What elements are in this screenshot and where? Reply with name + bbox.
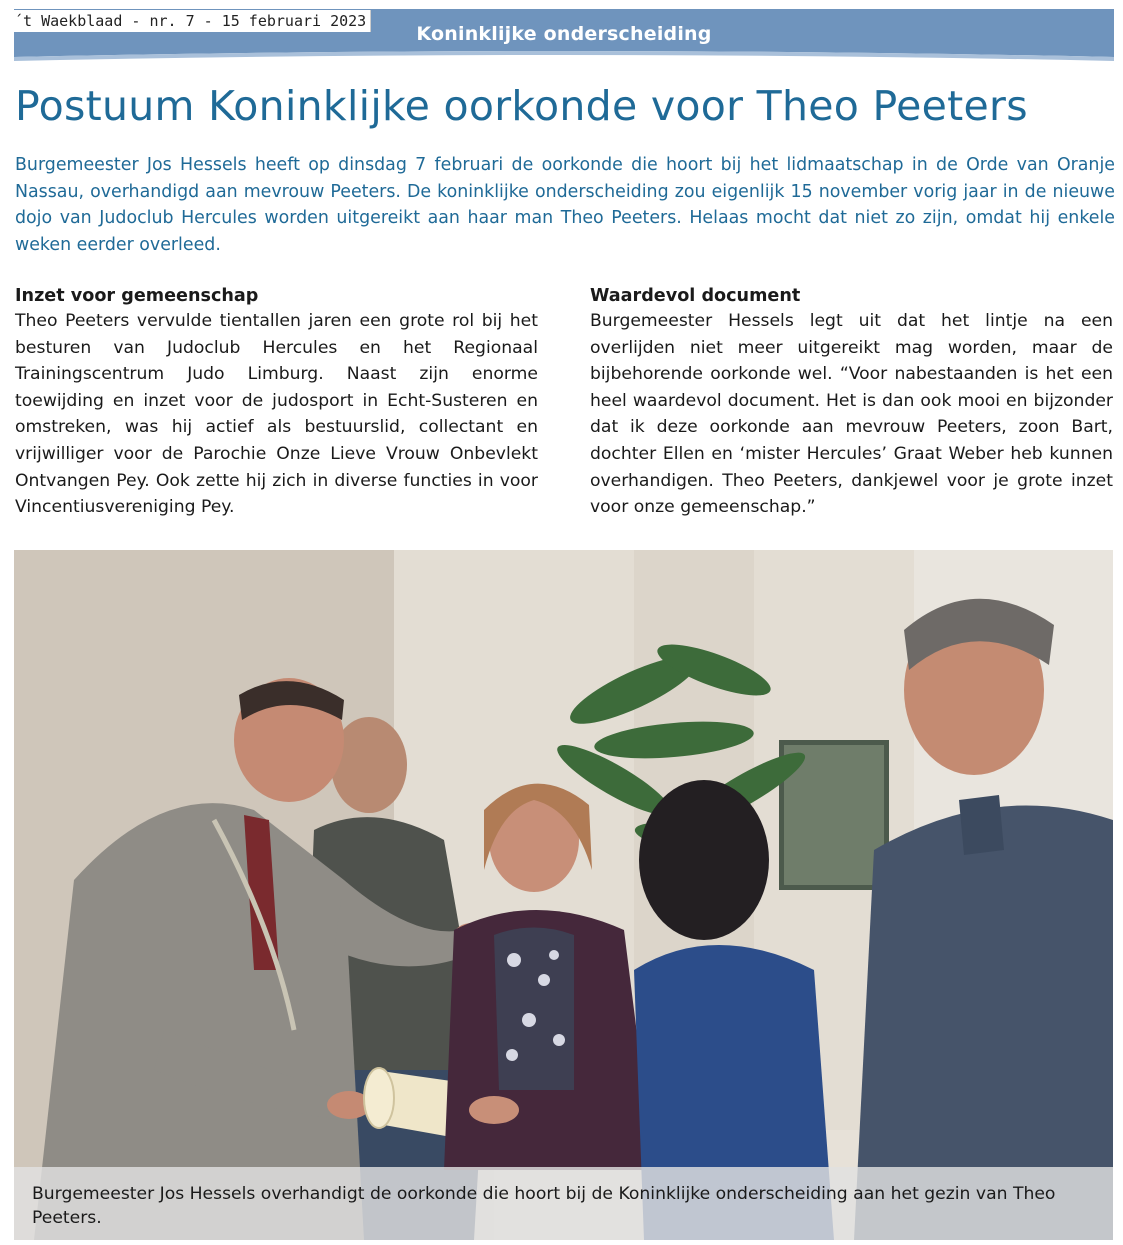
- section-body: Burgemeester Hessels legt uit dat het lintje na een overlijden niet meer uitgereikt mag worden, maar de bijbehorende oorkonde wel. “Voor nabestaanden is het een heel waardevol document. Het is dan ook mooi en bijzonder dat ik deze oorkonde aan mevrouw Peeters, zoon Bart, dochter Ellen en ‘mister Hercules’ Graat Weber heb kunnen overhandigen. Theo Peeters, dankjewel voor je grote inzet voor onze gemeenschap.”: [590, 311, 1113, 518]
- section-label: Koninklijke onderscheiding: [416, 23, 712, 45]
- photo-illustration: [14, 550, 1113, 1240]
- section-heading: Inzet voor gemeenschap: [15, 286, 259, 306]
- section-body: Theo Peeters vervulde tientallen jaren een grote rol bij het besturen van Judoclub Hercules en het Regionaal Trainingscentrum Judo Limburg. Naast zijn enorme toewijding en inzet voor de judosport in Echt-Susteren en omstreken, was hij actief als bestuurslid, collectant en vrijwilliger voor de Parochie Onze Lieve Vrouw Onbevlekt Ontvangen Pey. Ook zette hij zich in diverse functies in voor Vincentiusvereniging Pey.: [15, 311, 538, 518]
- section-heading: Waardevol document: [590, 286, 801, 306]
- article-title: Postuum Koninklijke oorkonde voor Theo Peeters: [15, 82, 1028, 130]
- photo-caption: Burgemeester Jos Hessels overhandigt de oorkonde die hoort bij de Koninklijke onderscheiding aan het gezin van Theo Peeters.: [32, 1184, 1056, 1228]
- column-right: [590, 284, 1113, 521]
- article-lead: Burgemeester Jos Hessels heeft op dinsdag 7 februari de oorkonde die hoort bij het lidmaatschap in de Orde van Oranje Nassau, overhandigd aan mevrouw Peeters. De koninklijke onderscheiding zou eigenlijk 15 november vorig jaar in de nieuwe dojo van Judoclub Hercules worden uitgereikt aan haar man Theo Peeters. Helaas mocht dat niet zo zijn, omdat hij enkele weken eerder overleed.: [15, 155, 1115, 255]
- article-photo: [14, 550, 1113, 1240]
- column-left: [15, 284, 538, 521]
- masthead: ´t Waekblaad - nr. 7 - 15 februari 2023: [10, 10, 371, 32]
